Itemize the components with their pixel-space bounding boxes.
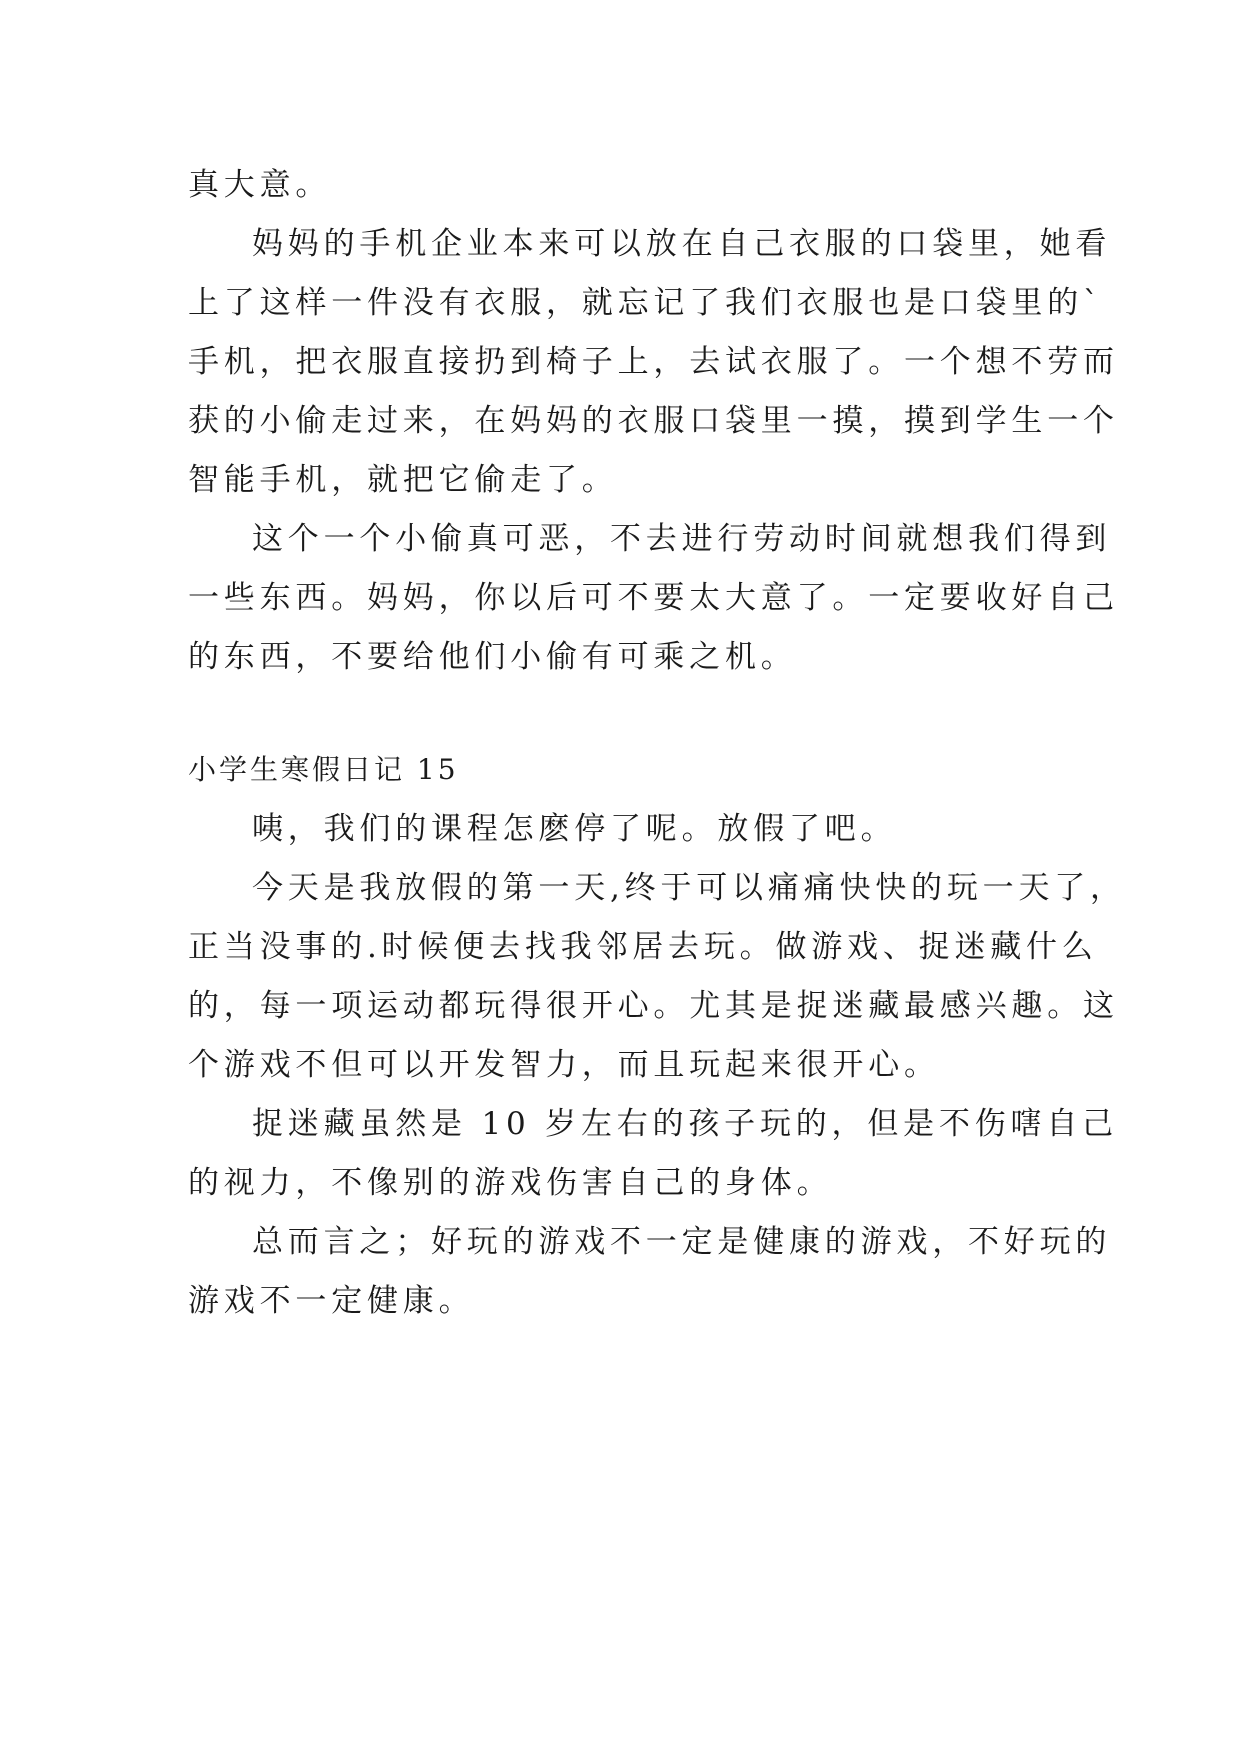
- paragraph-line: 个游戏不但可以开发智力，而且玩起来很开心。: [188, 1047, 940, 1083]
- paragraph-line: 的视力，不像别的游戏伤害自己的身体。: [188, 1165, 833, 1201]
- paragraph-line: 手机，把衣服直接扔到椅子上，去试衣服了。一个想不劳而: [188, 344, 1119, 380]
- paragraph-line: 真大意。: [188, 167, 332, 203]
- paragraph-line: 的，每一项运动都玩得很开心。尤其是捉迷藏最感兴趣。这: [188, 988, 1119, 1024]
- paragraph-line: 智能手机，就把它偷走了。: [188, 462, 618, 498]
- section-title: 小学生寒假日记 15: [188, 753, 459, 786]
- paragraph-line: 获的小偷走过来，在妈妈的衣服口袋里一摸，摸到学生一个: [188, 403, 1119, 439]
- paragraph-line: 一些东西。妈妈，你以后可不要太大意了。一定要收好自己: [188, 580, 1119, 616]
- paragraph-line: 总而言之；好玩的游戏不一定是健康的游戏，不好玩的: [252, 1224, 1112, 1260]
- paragraph-line: 的东西，不要给他们小偷有可乘之机。: [188, 639, 797, 675]
- paragraph-line: 上了这样一件没有衣服，就忘记了我们衣服也是口袋里的`: [188, 285, 1104, 321]
- paragraph-line: 咦，我们的课程怎麽停了呢。放假了吧。: [252, 811, 897, 847]
- paragraph-line: 游戏不一定健康。: [188, 1283, 475, 1319]
- paragraph-line: 捉迷藏虽然是 10 岁左右的孩子玩的，但是不伤嗐自己: [252, 1106, 1118, 1142]
- paragraph-line: 妈妈的手机企业本来可以放在自己衣服的口袋里，她看: [252, 226, 1112, 262]
- paragraph-line: 今天是我放假的第一天,终于可以痛痛快快的玩一天了，: [252, 870, 1126, 906]
- paragraph-line: 这个一个小偷真可恶，不去进行劳动时间就想我们得到: [252, 521, 1112, 557]
- paragraph-line: 正当没事的.时候便去找我邻居去玩。做游戏、捉迷藏什么: [188, 929, 1098, 965]
